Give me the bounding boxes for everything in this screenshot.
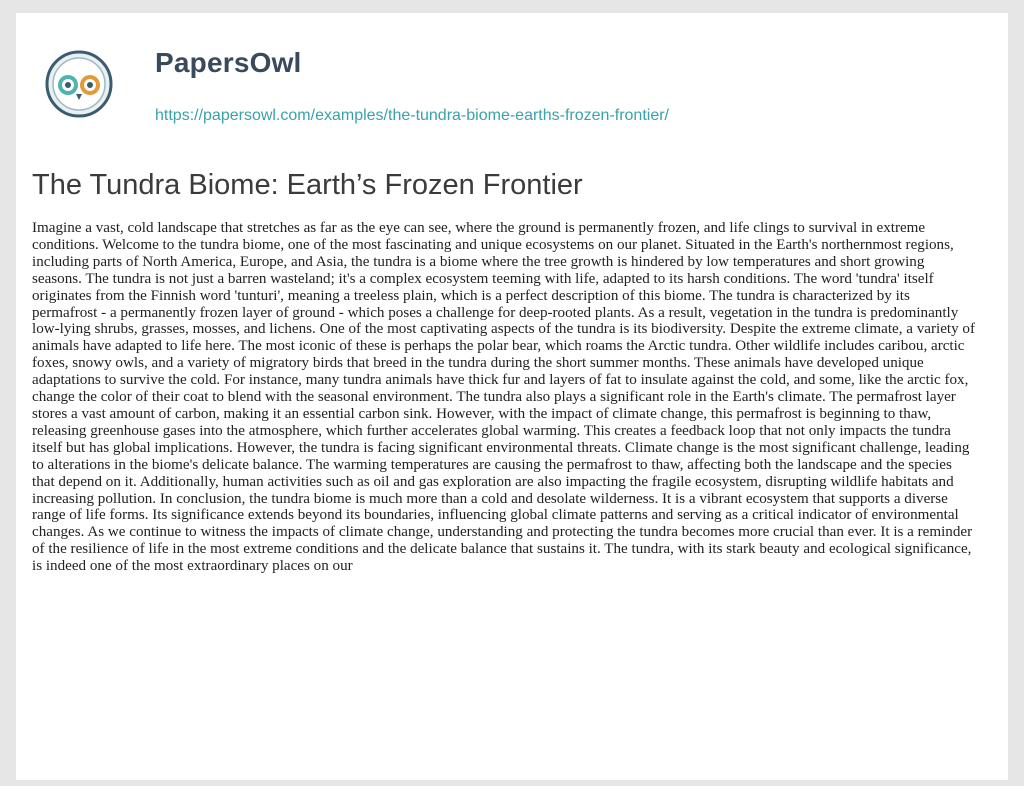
source-url-link[interactable]: https://papersowl.com/examples/the-tundra-biome-earths-frozen-frontier/ [155, 107, 669, 124]
brand-name[interactable]: PapersOwl [155, 47, 302, 78]
essay-title: The Tundra Biome: Earth’s Frozen Frontier [32, 169, 583, 201]
site-header [32, 13, 972, 123]
essay-body: Imagine a vast, cold landscape that stretches as far as the eye can see, where the ground is permanently frozen, and life clings to survival in extreme conditions. Welcome to the tundra biome, one of the most fascinating and unique ecosystems on our planet. Situated in the Earth's northernmost regions, including parts of North America, Europe, and Asia, the tundra is a biome where the tree growth is hindered by low temperatures and short growing seasons. The tundra is not just a barren wasteland; it's a complex ecosystem teeming with life, adapted to its harsh conditions. The word 'tundra' itself originates from the Finnish word 'tunturi', meaning a treeless plain, which is a perfect description of this biome. The tundra is characterized by its permafrost - a permanently frozen layer of ground - which poses a challenge for deep-rooted plants. As a result, vegetation in the tundra is predominantly low-lying shrubs, grasses, mosses, and lichens. One of the most captivating aspects of the tundra is its biodiversity. Despite the extreme climate, a variety of animals have adapted to life here. The most iconic of these is perhaps the polar bear, which roams the Arctic tundra. Other wildlife includes caribou, arctic foxes, snowy owls, and a variety of migratory birds that breed in the tundra during the short summer months. These animals have developed unique adaptations to survive the cold. For instance, many tundra animals have thick fur and layers of fat to insulate against the cold, and some, like the arctic fox, change the color of their coat to blend with the seasonal environment. The tundra also plays a significant role in the Earth's climate. The permafrost layer stores a vast amount of carbon, making it an essential carbon sink. However, with the impact of climate change, this permafrost is beginning to thaw, releasing greenhouse gases into the atmosphere, which further accelerates global warming. This creates a feedback loop that not only impacts the tundra itself but has global implications. However, the tundra is facing significant environmental threats. Climate change is the most significant challenge, leading to alterations in the biome's delicate balance. The warming temperatures are causing the permafrost to thaw, affecting both the landscape and the species that depend on it. Additionally, human activities such as oil and gas exploration are also impacting the fragile ecosystem, disrupting wildlife habitats and increasing pollution. In conclusion, the tundra biome is much more than a cold and desolate wilderness. It is a vibrant ecosystem that supports a diverse range of life forms. Its significance extends beyond its boundaries, influencing global climate patterns and serving as a critical indicator of environmental changes. As we continue to witness the impacts of climate change, understanding and protecting the tundra becomes more crucial than ever. It is a reminder of the resilience of life in the most extreme conditions and the delicate balance that sustains it. The tundra, with its stark beauty and ecological significance, is indeed one of the most extraordinary places on our [32, 220, 975, 575]
owl-logo-icon[interactable] [43, 50, 115, 118]
